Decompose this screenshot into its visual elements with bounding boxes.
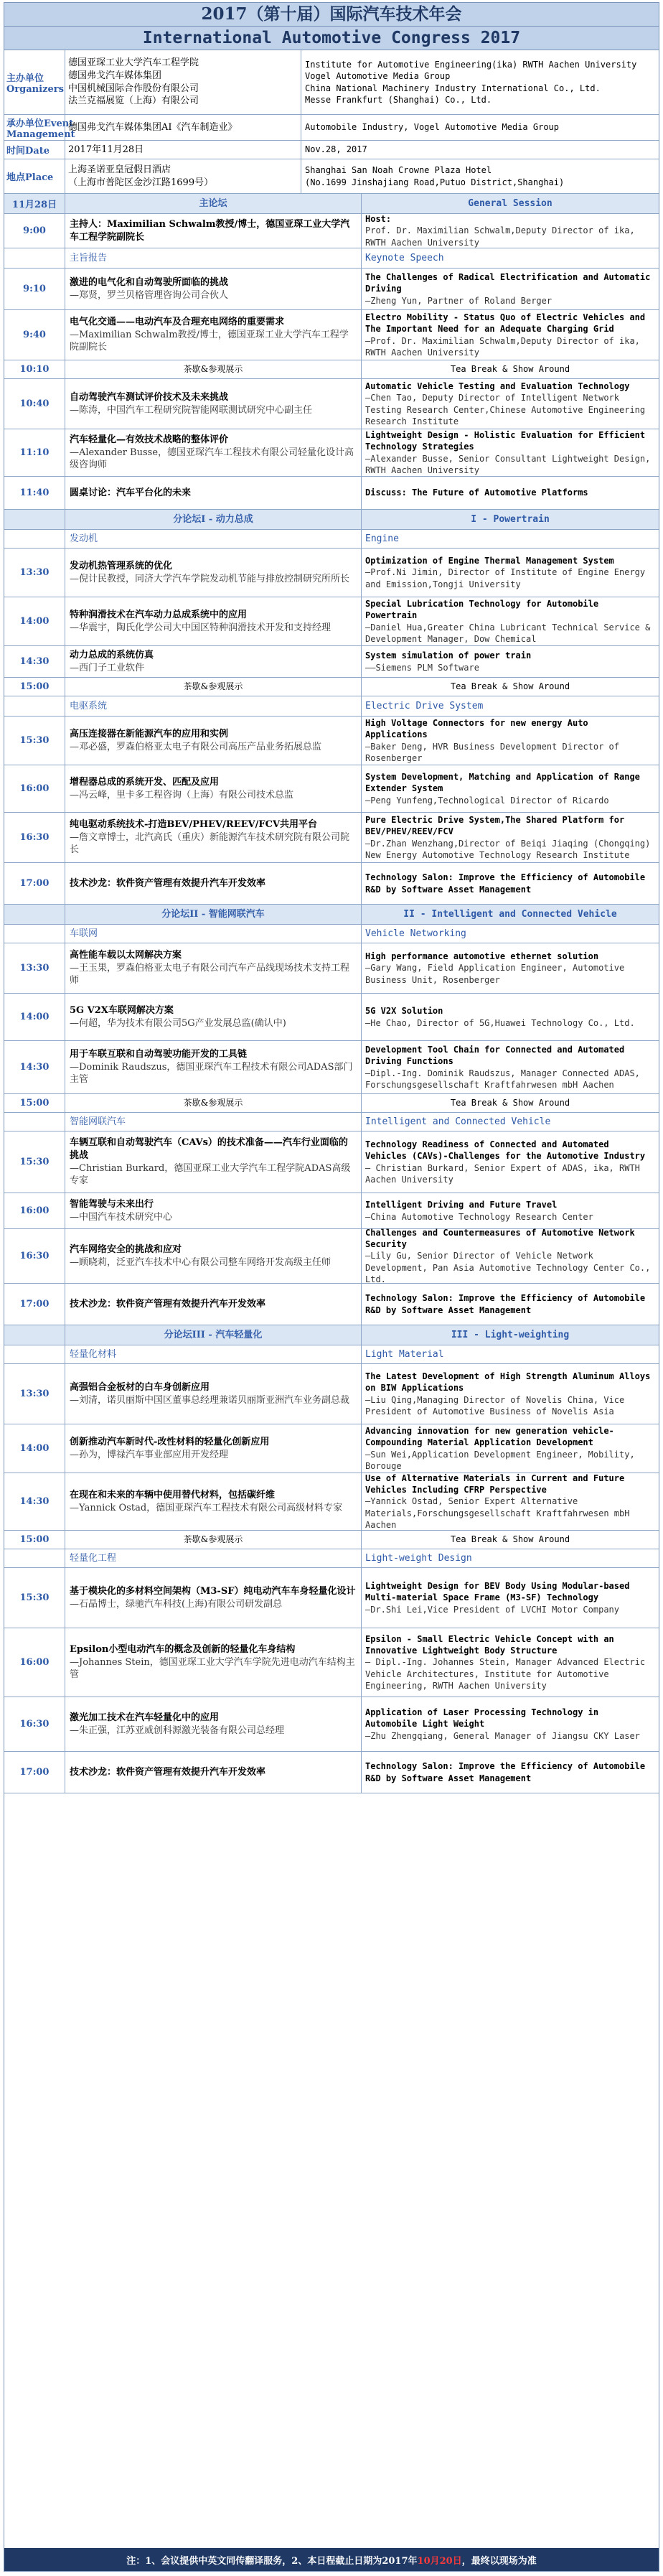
section-header: [4, 905, 659, 925]
time-cell: 14:00: [19, 616, 50, 627]
talk-en: [361, 646, 659, 677]
talk-cn: [65, 1131, 361, 1193]
talk-title-en: Development Tool Chain for Connected and Automated Driving Functions: [365, 1045, 625, 1067]
talk-title-cn: 基于模块化的多材料空间架构（M3-SF）纯电动汽车车身轻量化设计: [70, 1585, 356, 1597]
footer-deadline: 10月20日: [417, 2555, 462, 2567]
time-cell: 10:10: [19, 364, 50, 375]
talk-title-cn: 激进的电气化和自动驾驶所面临的挑战: [70, 276, 229, 288]
info-cn: 德国弗戈汽车媒体集团AI《汽车制造业》: [65, 115, 301, 140]
time-cell: 15:00: [19, 1098, 50, 1109]
talk-title-cn: 智能驾驶与未来出行: [70, 1198, 154, 1210]
talk-cn: [65, 477, 361, 509]
talk-title-cn: 特种润滑技术在汽车动力总成系统中的应用: [70, 609, 248, 620]
time-cell: 11:10: [19, 447, 50, 458]
talk-en: [361, 310, 659, 360]
speaker-en: —Prof.Ni Jimin, Director of Institute of Engine Energy and Emission,Tongji University: [365, 567, 646, 589]
speaker-cn: —石晶博士，绿驰汽车科技(上海)有限公司研发副总: [70, 1598, 283, 1610]
talk-title-en: Host:: [365, 214, 392, 225]
talk-en: [361, 813, 659, 862]
info-en: Institute for Automotive Engineering(ika) RWTH Aachen University Vogel Automotive Media Group China National Machinery Industry International Co., Ltd. Messe Frankfurt (Shanghai) Co., Ltd.: [301, 50, 659, 114]
session-row: [4, 549, 659, 597]
talk-cn: [65, 1284, 361, 1325]
subsection-title-cn: 电驱系统: [65, 696, 361, 716]
time-cell: 14:30: [19, 1062, 50, 1073]
talk-title-cn: 创新推动汽车新时代-改性材料的轻量化创新应用: [70, 1436, 270, 1447]
talk-title-en: Technology Salon: Improve the Efficiency of Automobile R&D by Software Asset Management: [365, 1761, 646, 1783]
info-row: [4, 159, 659, 194]
info-en: Nov.28, 2017: [301, 141, 659, 159]
subsection-title-en: Keynote Speech: [361, 248, 659, 268]
speaker-cn: —邓必盛，罗森伯格亚太电子有限公司高压产品业务拓展总监: [70, 741, 322, 752]
talk-title-cn: 自动驾驶汽车测试评价技术及未来挑战: [70, 391, 229, 403]
info-label: 承办单位Event Management: [6, 118, 75, 140]
time-cell: 13:30: [19, 963, 50, 974]
talk-cn: [65, 429, 361, 476]
talk-title-cn: 技术沙龙：软件资产管理有效提升汽车开发效率: [70, 877, 266, 889]
break-row: [4, 678, 659, 696]
talk-en: [361, 1628, 659, 1697]
speaker-cn: —Christian Burkard，德国亚琛工业大学汽车工程学院ADAS高级专家: [70, 1162, 351, 1187]
subsection-title-en: Light Material: [361, 1345, 659, 1363]
subsection-title-cn: 主旨报告: [65, 248, 361, 268]
talk-title-cn: Epsilon小型电动汽车的概念及创新的轻量化车身结构: [70, 1644, 296, 1656]
session-row: [4, 429, 659, 477]
time-cell: 15:30: [19, 1592, 50, 1603]
talk-cn: [65, 994, 361, 1040]
time-cell: 9:00: [23, 225, 46, 236]
speaker-en: —Zhu Zhengqiang, General Manager of Jiangsu CKY Laser: [365, 1730, 640, 1741]
talk-cn: [65, 1473, 361, 1530]
subsection-header: [4, 1113, 659, 1131]
talk-title-en: High performance automotive ethernet solution: [365, 951, 599, 962]
talk-title-en: Advancing innovation for new generation vehicle-Compounding Material Application Development: [365, 1426, 614, 1448]
talk-cn: [65, 1752, 361, 1793]
time-cell: 16:30: [19, 1251, 50, 1261]
time-cell: 17:00: [19, 1299, 50, 1310]
session-row: [4, 1131, 659, 1193]
speaker-en: —Prof. Dr. Maximilian Schwalm,Deputy Director of ika, RWTH Aachen University: [365, 335, 640, 358]
session-row: [4, 1568, 659, 1628]
talk-title-cn: 用于车联互联和自动驾驶功能开发的工具链: [70, 1049, 248, 1060]
section-date: [4, 1325, 65, 1345]
section-date: 11月28日: [11, 200, 57, 210]
speaker-cn: —陈涛，中国汽车工程研究院智能网联测试研究中心副主任: [70, 404, 313, 416]
talk-cn: [65, 1041, 361, 1093]
subsection-title-cn: 轻量化材料: [65, 1345, 361, 1363]
talk-cn: [65, 1364, 361, 1424]
talk-cn: [65, 1193, 361, 1228]
break-cn: 茶歇&参观展示: [65, 360, 361, 378]
talk-title-cn: 汽车轻量化—有效技术战略的整体评价: [70, 434, 229, 446]
break-cn: 茶歇&参观展示: [65, 1094, 361, 1112]
speaker-en: ——Siemens PLM Software: [365, 662, 479, 673]
talk-title-cn: 电气化交通——电动汽车及合理充电网络的重要需求: [70, 317, 285, 328]
talk-title-en: Automatic Vehicle Testing and Evaluation Technology: [365, 381, 630, 392]
speaker-cn: —西门子工业软件: [70, 662, 145, 673]
info-label: 主办单位Organizers: [6, 73, 64, 95]
talk-title-en: Technology Readiness of Connected and Automated Vehicles (CAVs)-Challenges for the Automotive Industry: [365, 1139, 646, 1162]
session-row: [4, 214, 659, 248]
talk-title-en: Challenges and Countermeasures of Automotive Network Security: [365, 1228, 635, 1250]
session-row: [4, 1041, 659, 1094]
speaker-cn: —孙为，博禄汽车事业部应用开发经理: [70, 1449, 229, 1460]
speaker-cn: —Alexander Busse，德国亚琛汽车工程技术有限公司轻量化设计高级咨询师: [70, 447, 354, 471]
session-row: [4, 1284, 659, 1325]
talk-title-en: The Challenges of Radical Electrification and Automatic Driving: [365, 272, 651, 294]
talk-cn: [65, 1568, 361, 1628]
talk-en: [361, 994, 659, 1040]
talk-en: [361, 1041, 659, 1093]
talk-title-en: Technology Salon: Improve the Efficiency of Automobile R&D by Software Asset Management: [365, 872, 646, 895]
talk-cn: [65, 1628, 361, 1697]
session-row: [4, 1628, 659, 1697]
subsection-header: [4, 696, 659, 717]
talk-cn: [65, 1229, 361, 1283]
time-cell: [4, 1345, 65, 1363]
section-date: [4, 905, 65, 924]
session-row: [4, 646, 659, 678]
break-en: Tea Break & Show Around: [361, 1531, 659, 1549]
session-row: [4, 269, 659, 310]
talk-title-cn: 高性能车载以太网解决方案: [70, 950, 182, 961]
break-row: [4, 1531, 659, 1549]
subsection-title-en: Electric Drive System: [361, 696, 659, 716]
subsection-header: [4, 1549, 659, 1568]
speaker-en: Prof. Dr. Maximilian Schwalm,Deputy Director of ika, RWTH Aachen University: [365, 225, 635, 248]
speaker-cn: —王玉果，罗森伯格亚太电子有限公司汽车产品线现场技术支持工程师: [70, 962, 350, 986]
session-row: [4, 863, 659, 905]
speaker-en: —Dipl.-Ing. Dominik Raudszus, Manager Connected ADAS, Forschungsgesellschaft Kraftfahrwesen mbH Aachen: [365, 1068, 640, 1090]
talk-cn: [65, 1697, 361, 1751]
speaker-en: —Baker Deng, HVR Business Development Director of Rosenberger: [365, 741, 620, 763]
talk-en: [361, 1473, 659, 1530]
talk-en: [361, 1229, 659, 1283]
session-row: [4, 1229, 659, 1284]
subsection-title-en: Engine: [361, 530, 659, 548]
talk-cn: [65, 765, 361, 812]
speaker-en: —Chen Tao, Deputy Director of Intelligent Network Testing Research Center,Chinese Automotive Engineering Research Institute: [365, 393, 646, 426]
talk-title-en: Use of Alternative Materials in Current and Future Vehicles Including CFRP Perspective: [365, 1473, 625, 1495]
time-cell: 13:30: [19, 1389, 50, 1399]
talk-title-en: 5G V2X Solution: [365, 1006, 443, 1017]
time-cell: 14:00: [19, 1443, 50, 1454]
talk-cn: [65, 269, 361, 309]
speaker-cn: —何超，华为技术有限公司5G产业发展总监(确认中): [70, 1017, 286, 1029]
speaker-cn: —朱正强，江苏亚威创科源激光装备有限公司总经理: [70, 1725, 285, 1736]
schedule-table: [4, 194, 659, 1793]
talk-en: [361, 1424, 659, 1473]
talk-title-en: System Development, Matching and Application of Range Extender System: [365, 772, 640, 794]
time-cell: [4, 696, 65, 716]
session-row: [4, 717, 659, 765]
talk-title-en: Lightweight Design - Holistic Evaluation for Efficient Technology Strategies: [365, 430, 646, 452]
talk-title-cn: 纯电驱动系统技术-打造BEV/PHEV/REEV/FCV共用平台: [70, 819, 318, 831]
info-label: 时间Date: [6, 146, 50, 157]
speaker-cn: —中国汽车技术研究中心: [70, 1211, 173, 1223]
session-row: [4, 310, 659, 360]
talk-en: [361, 1131, 659, 1193]
section-header: [4, 510, 659, 530]
time-cell: 9:40: [23, 330, 46, 340]
time-cell: 16:30: [19, 1719, 50, 1730]
footer-text-b: ，最终以现场为准: [461, 2555, 537, 2567]
talk-title-cn: 汽车网络安全的挑战和应对: [70, 1243, 182, 1255]
session-row: [4, 1193, 659, 1229]
subsection-title-cn: 发动机: [65, 530, 361, 548]
talk-title-en: Intelligent Driving and Future Travel: [365, 1200, 558, 1210]
speaker-cn: —詹文章博士，北汽高氏（重庆）新能源汽车技术研究院有限公司院长: [70, 831, 350, 856]
time-cell: 9:10: [23, 284, 46, 294]
talk-cn: [65, 549, 361, 597]
talk-title-cn: 增程器总成的系统开发、匹配及应用: [70, 776, 220, 788]
talk-title-en: Pure Electric Drive System,The Shared Platform for BEV/PHEV/REEV/FCV: [365, 815, 625, 837]
talk-en: [361, 943, 659, 993]
speaker-cn: —华震宇，陶氏化学公司大中国区特种润滑技术开发和支持经理: [70, 622, 332, 633]
title-cn: 2017（第十届）国际汽车技术年会: [4, 3, 659, 27]
session-row: [4, 765, 659, 813]
talk-title-en: Technology Salon: Improve the Efficiency of Automobile R&D by Software Asset Management: [365, 1293, 646, 1315]
talk-title-en: Optimization of Engine Thermal Management System: [365, 556, 614, 566]
speaker-en: — Christian Burkard, Senior Expert of ADAS, ika, RWTH Aachen University: [365, 1162, 640, 1185]
talk-cn: [65, 813, 361, 862]
talk-title-cn: 圆桌讨论：汽车平台化的未来: [70, 487, 192, 498]
section-date: [4, 510, 65, 529]
talk-title-en: High Voltage Connectors for new energy Auto Applications: [365, 718, 588, 740]
talk-en: [361, 863, 659, 904]
speaker-en: —Yannick Ostad, Senior Expert Alternative Materials,Forschungsgesellschaft Kraftfahrwesen mbH Aachen: [365, 1496, 630, 1530]
talk-cn: [65, 310, 361, 360]
subsection-title-cn: 车联网: [65, 925, 361, 943]
talk-en: [361, 717, 659, 765]
talk-cn: [65, 214, 361, 248]
session-row: [4, 1752, 659, 1793]
speaker-cn: —Johannes Stein，德国亚琛工业大学汽车学院先进电动汽车结构主管: [70, 1656, 355, 1681]
talk-cn: [65, 943, 361, 993]
info-cn: 2017年11月28日: [65, 141, 301, 159]
talk-title-cn: 动力总成的系统仿真: [70, 649, 154, 661]
time-cell: 15:00: [19, 681, 50, 692]
talk-en: [361, 477, 659, 509]
break-en: Tea Break & Show Around: [361, 1094, 659, 1112]
speaker-en: —China Automotive Technology Research Center: [365, 1211, 593, 1222]
talk-en: [361, 1568, 659, 1628]
info-row: [4, 115, 659, 141]
talk-cn: [65, 863, 361, 904]
talk-en: [361, 1697, 659, 1751]
section-title-cn: 分论坛I - 动力总成: [65, 510, 361, 529]
section-title-en: General Session: [361, 194, 659, 213]
info-en: Shanghai San Noah Crowne Plaza Hotel (No.1699 Jinshajiang Road,Putuo District,Shanghai): [301, 159, 659, 193]
subsection-title-cn: 轻量化工程: [65, 1549, 361, 1567]
speaker-cn: —Maximilian Schwalm教授/博士，德国亚琛工业大学汽车工程学院副院长: [70, 329, 349, 353]
speaker-cn: —刘清，诺贝丽斯中国区董事总经理兼诺贝丽斯亚洲汽车业务副总裁: [70, 1394, 350, 1406]
talk-title-cn: 高压连接器在新能源汽车的应用和实例: [70, 728, 229, 739]
info-row: [4, 141, 659, 159]
talk-title-en: Epsilon - Small Electric Vehicle Concept with an Innovative Lightweight Body Structure: [365, 1634, 614, 1656]
time-cell: 16:00: [19, 1205, 50, 1216]
talk-title-en: The Latest Development of High Strength Aluminum Alloys on BIW Applications: [365, 1371, 651, 1394]
talk-title-cn: 5G V2X车联网解决方案: [70, 1004, 174, 1016]
time-cell: 15:30: [19, 735, 50, 746]
talk-cn: [65, 646, 361, 677]
time-cell: 11:40: [19, 487, 50, 498]
time-cell: [4, 1549, 65, 1567]
break-cn: 茶歇&参观展示: [65, 1531, 361, 1549]
section-title-cn: 分论坛III - 汽车轻量化: [65, 1325, 361, 1345]
time-cell: 17:00: [19, 878, 50, 889]
time-cell: 17:00: [19, 1767, 50, 1778]
footer-note: [4, 2548, 659, 2571]
talk-title-en: Electro Mobility - Status Quo of Electric Vehicles and The Important Need for an Adequate Charging Grid: [365, 312, 646, 335]
break-row: [4, 1094, 659, 1113]
talk-title-cn: 激光加工技术在汽车轻量化中的应用: [70, 1712, 220, 1723]
speaker-cn: —顾晓莉，泛亚汽车技术中心有限公司整车网络开发高级主任师: [70, 1256, 332, 1268]
talk-en: [361, 269, 659, 309]
time-cell: 13:30: [19, 567, 50, 578]
talk-en: [361, 1752, 659, 1793]
time-cell: 15:30: [19, 1157, 50, 1167]
session-row: [4, 477, 659, 510]
subsection-title-en: Light-weight Design: [361, 1549, 659, 1567]
talk-title-en: Lightweight Design for BEV Body Using Modular-based Multi-material Space Frame (M3-SF) Technology: [365, 1581, 630, 1603]
speaker-cn: —郑贤，罗兰贝格管理咨询公司合伙人: [70, 289, 229, 301]
session-row: [4, 1364, 659, 1424]
talk-en: [361, 379, 659, 429]
speaker-en: —Zheng Yun, Partner of Roland Berger: [365, 295, 552, 306]
speaker-en: —Sun Wei,Application Development Engineer, Mobility, Borouge: [365, 1449, 635, 1471]
talk-cn: [65, 597, 361, 645]
talk-title-en: Application of Laser Processing Technology in Automobile Light Weight: [365, 1707, 599, 1730]
speaker-en: —Dr.Zhan Wenzhang,Director of Beiqi Jiaqing (Chongqing) New Energy Automotive Technology Research Institute: [365, 838, 651, 860]
speaker-en: —Peng Yunfeng,Technological Director of Ricardo: [365, 795, 609, 806]
break-en: Tea Break & Show Around: [361, 678, 659, 696]
time-cell: 10:40: [19, 398, 50, 409]
session-row: [4, 597, 659, 646]
speaker-en: —He Chao, Director of 5G,Huawei Technology Co., Ltd.: [365, 1017, 635, 1028]
subsection-title-en: Vehicle Networking: [361, 925, 659, 943]
talk-title-en: Special Lubrication Technology for Automobile Powertrain: [365, 599, 599, 621]
speaker-en: —Gary Wang, Field Application Engineer, Automotive Business Unit, Rosenberger: [365, 963, 625, 985]
talk-en: [361, 214, 659, 248]
talk-title-cn: 在现在和未来的车辆中使用替代材料，包括碳纤维: [70, 1489, 276, 1501]
talk-title-cn: 技术沙龙：软件资产管理有效提升汽车开发效率: [70, 1766, 266, 1778]
talk-en: [361, 597, 659, 645]
talk-title-cn: 技术沙龙：软件资产管理有效提升汽车开发效率: [70, 1298, 266, 1310]
subsection-header: [4, 248, 659, 269]
session-row: [4, 943, 659, 994]
time-cell: 15:00: [19, 1534, 50, 1545]
speaker-en: —Liu Qing,Managing Director of Novelis China, Vice President of Automotive Business of Novelis Asia: [365, 1394, 625, 1417]
session-row: [4, 994, 659, 1041]
time-cell: 14:30: [19, 656, 50, 667]
time-cell: 14:00: [19, 1012, 50, 1022]
speaker-cn: —倪计民教授，同济大学汽车学院发动机节能与排放控制研究所所长: [70, 573, 350, 584]
time-cell: 16:00: [19, 1657, 50, 1668]
info-row: [4, 50, 659, 115]
subsection-header: [4, 1345, 659, 1364]
speaker-cn: —冯云峰，里卡多工程咨询（上海）有限公司技术总监: [70, 789, 294, 801]
section-header: [4, 194, 659, 214]
break-row: [4, 360, 659, 379]
time-cell: [4, 530, 65, 548]
talk-cn: [65, 717, 361, 765]
subsection-title-cn: 智能网联汽车: [65, 1113, 361, 1131]
info-block: [4, 50, 659, 194]
talk-title-cn: 高强铝合金板材的白车身创新应用: [70, 1381, 210, 1393]
speaker-cn: —Yannick Ostad，德国亚琛汽车工程技术有限公司高级材料专家: [70, 1502, 343, 1513]
break-en: Tea Break & Show Around: [361, 360, 659, 378]
time-cell: [4, 1113, 65, 1131]
time-cell: 16:00: [19, 783, 50, 794]
talk-en: [361, 1193, 659, 1228]
break-cn: 茶歇&参观展示: [65, 678, 361, 696]
speaker-en: — Dipl.-Ing. Johannes Stein, Manager Advanced Electric Vehicle Architectures, Institute for Automotive Engineering, RWTH Aachen University: [365, 1657, 646, 1691]
section-title-en: III - Light-weighting: [361, 1325, 659, 1345]
talk-en: [361, 549, 659, 597]
talk-title-cn: 发动机热管理系统的优化: [70, 560, 173, 571]
info-cn: 德国亚琛工业大学汽车工程学院 德国弗戈汽车媒体集团 中国机械国际合作股份有限公司 法兰克福展览（上海）有限公司: [65, 50, 301, 114]
time-cell: 16:30: [19, 832, 50, 843]
section-header: [4, 1325, 659, 1345]
session-row: [4, 1424, 659, 1473]
time-cell: [4, 248, 65, 268]
info-label: 地点Place: [6, 172, 54, 183]
section-title-cn: 主论坛: [65, 194, 361, 213]
session-row: [4, 379, 659, 429]
talk-cn: [65, 379, 361, 429]
section-title-en: II - Intelligent and Connected Vehicle: [361, 905, 659, 924]
subsection-title-en: Intelligent and Connected Vehicle: [361, 1113, 659, 1131]
section-title-en: I - Powertrain: [361, 510, 659, 529]
speaker-en: —Daniel Hua,Greater China Lubricant Technical Service & Development Manager, Dow Chemical: [365, 622, 651, 644]
session-row: [4, 1473, 659, 1531]
time-cell: 14:30: [19, 1496, 50, 1507]
agenda-page: [4, 2, 659, 2572]
time-cell: [4, 925, 65, 943]
talk-en: [361, 429, 659, 476]
talk-title-en: Discuss: The Future of Automotive Platforms: [365, 487, 588, 498]
title-en: International Automotive Congress 2017: [4, 27, 659, 50]
talk-en: [361, 1364, 659, 1424]
footer-text-a: 注：1、会议提供中英文同传翻译服务，2、本日程截止日期为2017年: [126, 2555, 418, 2567]
talk-cn: [65, 1424, 361, 1473]
talk-title-cn: 主持人：Maximilian Schwalm教授/博士，德国亚琛工业大学汽车工程学院副院长: [70, 218, 350, 243]
talk-en: [361, 765, 659, 812]
speaker-en: —Lily Gu, Senior Director of Vehicle Network Development, Pan Asia Automotive Technology Center Co., Ltd.: [365, 1251, 651, 1284]
talk-title-cn: 车辆互联和自动驾驶汽车（CAVs）的技术准备——汽车行业面临的挑战: [70, 1137, 348, 1161]
subsection-header: [4, 925, 659, 943]
talk-en: [361, 1284, 659, 1325]
session-row: [4, 1697, 659, 1752]
info-cn: 上海圣诺亚皇冠假日酒店 （上海市普陀区金沙江路1699号）: [65, 159, 301, 193]
section-title-cn: 分论坛II - 智能网联汽车: [65, 905, 361, 924]
subsection-header: [4, 530, 659, 549]
speaker-en: —Dr.Shi Lei,Vice President of LVCHI Motor Company: [365, 1604, 620, 1615]
talk-title-en: System simulation of power train: [365, 650, 532, 661]
speaker-en: —Alexander Busse, Senior Consultant Lightweight Design, RWTH Aachen University: [365, 453, 651, 475]
speaker-cn: —Dominik Raudszus，德国亚琛汽车工程技术有限公司ADAS部门主管: [70, 1061, 353, 1086]
session-row: [4, 813, 659, 863]
info-en: Automobile Industry, Vogel Automotive Media Group: [301, 115, 659, 140]
